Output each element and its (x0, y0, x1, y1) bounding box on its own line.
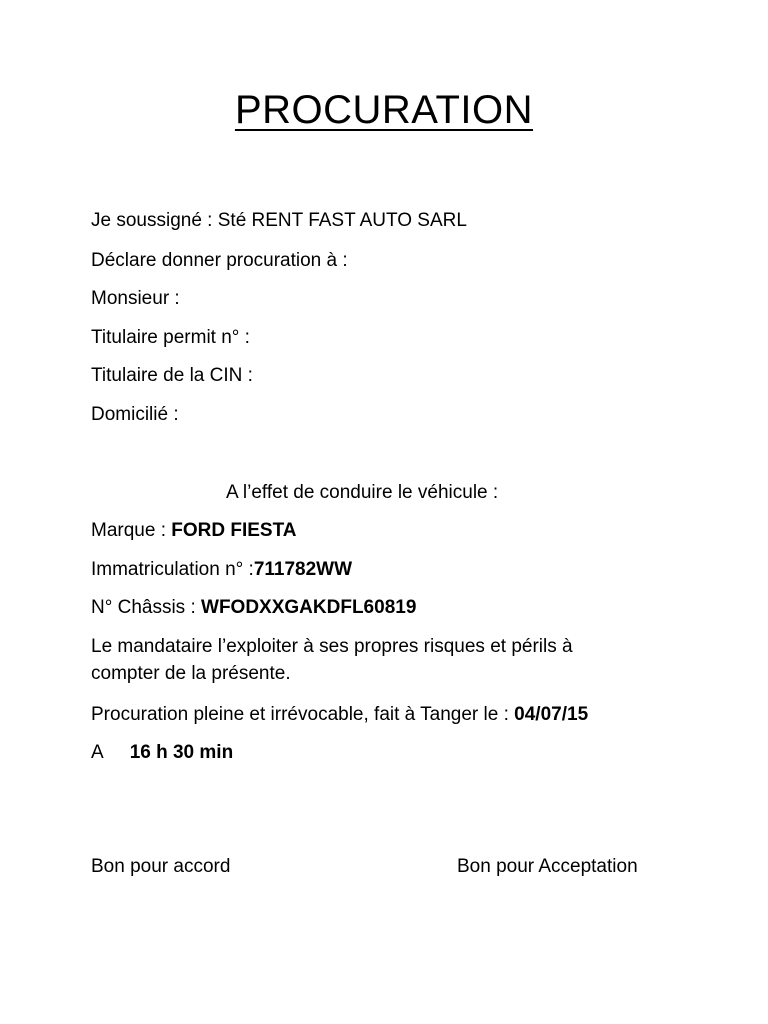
soussigne-line: Je soussigné : Sté RENT FAST AUTO SARL (91, 210, 467, 231)
time-value: 16 h 30 min (129, 742, 234, 763)
time-label: A (91, 742, 104, 763)
immatriculation-line (91, 559, 352, 581)
marque-line (91, 520, 297, 542)
declare-line: Déclare donner procuration à : (91, 250, 348, 271)
effet-line: A l’effet de conduire le véhicule : (226, 482, 499, 503)
date-value: 04/07/15 (514, 704, 589, 725)
mandataire-line-1: Le mandataire l’exploiter à ses propres risques et périls à (91, 636, 573, 657)
permit-line: Titulaire permit n° : (91, 327, 250, 348)
immatriculation-value: 711782WW (253, 559, 353, 580)
chassis-label: N° Châssis : (91, 597, 202, 618)
cin-line: Titulaire de la CIN : (91, 365, 253, 386)
monsieur-line: Monsieur : (91, 288, 180, 309)
immatriculation-label: Immatriculation n° : (91, 559, 254, 580)
chassis-line (91, 597, 416, 619)
chassis-value: WFODXXGAKDFL60819 (201, 597, 417, 618)
marque-value: FORD FIESTA (171, 520, 297, 541)
bon-pour-acceptation: Bon pour Acceptation (457, 856, 638, 877)
procuration-label: Procuration pleine et irrévocable, fait à Tanger le : (91, 704, 515, 725)
marque-label: Marque : (91, 520, 172, 541)
procuration-line (91, 704, 588, 726)
domicile-line: Domicilié : (91, 404, 179, 425)
time-line (91, 742, 233, 764)
bon-pour-accord: Bon pour accord (91, 856, 231, 877)
mandataire-line-2: compter de la présente. (91, 663, 291, 684)
document-title: PROCURATION (234, 88, 534, 132)
